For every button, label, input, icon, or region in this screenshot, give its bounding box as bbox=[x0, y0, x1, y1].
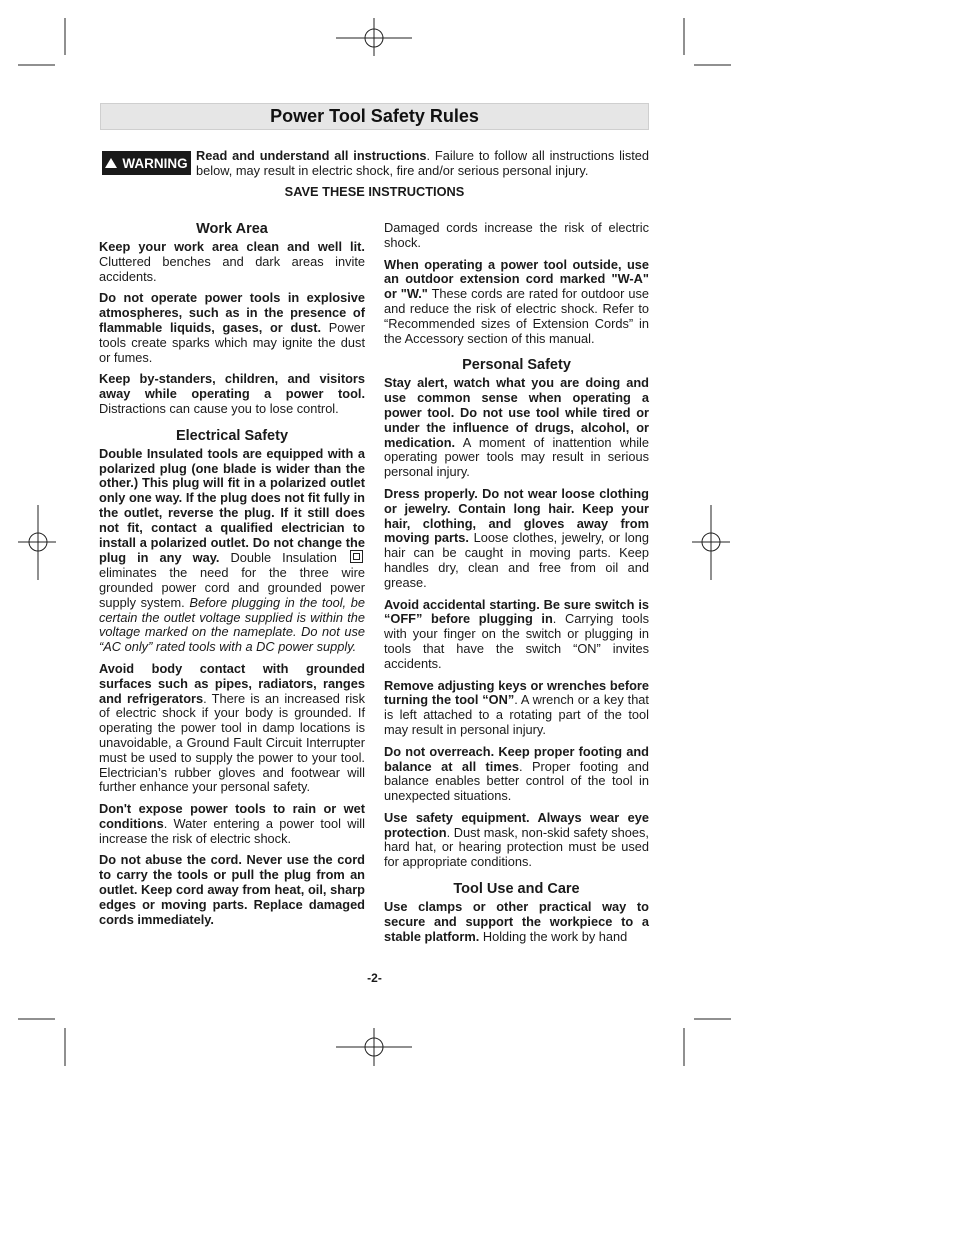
paragraph bbox=[384, 487, 649, 591]
rule-text: These cords are rated for outdoor use and reduce the risk of electric shock. Refer to “Recommended sizes of Extension Cords” in the Accessory section of this manual. bbox=[384, 286, 649, 346]
paragraph bbox=[384, 745, 649, 804]
warning-badge bbox=[102, 151, 191, 175]
rule-text: Double Insulation bbox=[219, 550, 337, 566]
rule-bold: Avoid body contact with grounded surfaces such as pipes, radiators, ranges and refrigerators bbox=[99, 660, 365, 706]
paragraph bbox=[99, 291, 365, 365]
rule-text: Holding the work by hand bbox=[479, 928, 628, 944]
rule-bold: Stay alert, watch what you are doing and use common sense when operating a power tool. Do not use tool while tired or under the influence of drugs, alcohol, or medication. bbox=[384, 375, 649, 450]
rule-bold: Avoid accidental starting. Be sure switch is “OFF” before plugging in bbox=[384, 596, 649, 627]
paragraph bbox=[99, 447, 365, 655]
rule-text: . A wrench or a key that is left attached to a rotating part of the tool may result in personal injury. bbox=[384, 692, 649, 737]
page-number: -2- bbox=[367, 971, 382, 985]
paragraph bbox=[384, 258, 649, 347]
warning-text bbox=[196, 148, 649, 178]
rule-bold: Dress properly. Do not wear loose clothing or jewelry. Contain long hair. Keep your hair, clothing, and gloves away from moving parts. bbox=[384, 485, 649, 546]
rule-text: . Carrying tools with your finger on the switch or plugging in tools that have the switch “ON” invites accidents. bbox=[384, 611, 649, 671]
rule-text: Loose clothes, jewelry, or long hair can be caught in moving parts. Keep handles dry, clean and free from oil and grease. bbox=[384, 530, 650, 590]
section-heading-personal-safety: Personal Safety bbox=[462, 357, 571, 374]
rule-text: . Dust mask, non-skid safety shoes, hard hat, or hearing protection must be used for appropriate conditions. bbox=[384, 824, 649, 870]
rule-text: . Proper footing and balance enables better control of the tool in unexpected situations. bbox=[384, 758, 650, 804]
right-column bbox=[384, 221, 649, 951]
paragraph bbox=[384, 376, 649, 480]
section-heading-work-area: Work Area bbox=[196, 221, 268, 237]
paragraph bbox=[384, 598, 649, 672]
paragraph bbox=[384, 900, 649, 944]
rule-bold: Use clamps or other practical way to secure and support the workpiece to a stable platform. bbox=[384, 899, 649, 944]
paragraph bbox=[99, 662, 365, 795]
save-instructions: SAVE THESE INSTRUCTIONS bbox=[284, 184, 465, 199]
rule-italic: Before plugging in the tool, be certain the outlet voltage supplied is within the voltage marked on the nameplate. Do not use “AC only” rated tools with a DC power supply. bbox=[99, 594, 365, 655]
rule-bold: Keep by-standers, children, and visitors away while operating a power tool. bbox=[99, 371, 365, 402]
rule-bold: Don't expose power tools to rain or wet conditions bbox=[99, 801, 365, 831]
warning-triangle-icon bbox=[105, 158, 117, 168]
warning-badge-label: WARNING bbox=[122, 155, 188, 171]
left-column bbox=[99, 221, 365, 934]
rule-bold: When operating a power tool outside, use an outdoor extension cord marked "W-A" or "W." bbox=[384, 256, 649, 302]
section-heading-tool-use-and-care: Tool Use and Care bbox=[453, 881, 580, 898]
rule-bold: Do not overreach. Keep proper footing and balance at all times bbox=[384, 743, 649, 774]
rule-bold: Use safety equipment. Always wear eye protection bbox=[384, 809, 649, 840]
rule-text: Damaged cords increase the risk of electric shock. bbox=[384, 220, 649, 250]
rule-text: . Water entering a power tool will increase the risk of electric shock. bbox=[99, 815, 365, 846]
rule-text: Power tools create sparks which may ignite the dust or fumes. bbox=[99, 319, 366, 365]
warning-body: . Failure to follow all instructions listed below, may result in electric shock, fire and/or serious personal injury. bbox=[196, 148, 650, 178]
paragraph bbox=[384, 811, 649, 870]
paragraph bbox=[99, 372, 365, 416]
rule-text: eliminates the need for the three wire grounded power cord and grounded power supply system. bbox=[99, 565, 365, 610]
page-title: Power Tool Safety Rules bbox=[100, 103, 649, 130]
double-insulation-icon bbox=[350, 550, 363, 563]
rule-text: A moment of inattention while operating power tools may result in serious personal injury. bbox=[384, 434, 649, 480]
paragraph bbox=[384, 679, 649, 738]
rule-text: Cluttered benches and dark areas invite accidents. bbox=[99, 253, 365, 284]
warning-lead: Read and understand all instructions bbox=[196, 148, 427, 163]
paragraph bbox=[384, 221, 649, 251]
rule-bold: Do not operate power tools in explosive atmospheres, such as in the presence of flammable liquids, gases, or dust. bbox=[99, 290, 365, 335]
rule-bold: Double Insulated tools are equipped with a polarized plug (one blade is wider than the other.) This plug will fit in a polarized outlet only one way. If the plug does not fit fully in the outlet, reverse the plug. If it still does not fit, contact a qualified electrician to install a polarized outlet. Do not change the plug in any way. bbox=[99, 445, 365, 566]
rule-bold: Remove adjusting keys or wrenches before turning the tool “ON” bbox=[384, 677, 649, 708]
paragraph bbox=[99, 853, 365, 927]
rule-bold: Do not abuse the cord. Never use the cord to carry the tools or pull the plug from an outlet. Keep cord away from heat, oil, sharp edges or moving parts. Replace damaged cords immediately. bbox=[99, 852, 365, 927]
rule-bold: Keep your work area clean and well lit. bbox=[99, 239, 365, 254]
rule-text: Distractions can cause you to lose control. bbox=[99, 400, 339, 416]
paragraph bbox=[99, 802, 365, 846]
paragraph bbox=[99, 240, 365, 284]
rule-text: . There is an increased risk of electric shock if your body is grounded. If operating the power tool in damp locations is unavoidable, a Ground Fault Circuit Interrupter must be used to supply the power to your tool. Electrician’s rubber gloves and footwear will further enhance your personal safety. bbox=[99, 690, 365, 795]
section-heading-electrical-safety: Electrical Safety bbox=[175, 427, 289, 444]
